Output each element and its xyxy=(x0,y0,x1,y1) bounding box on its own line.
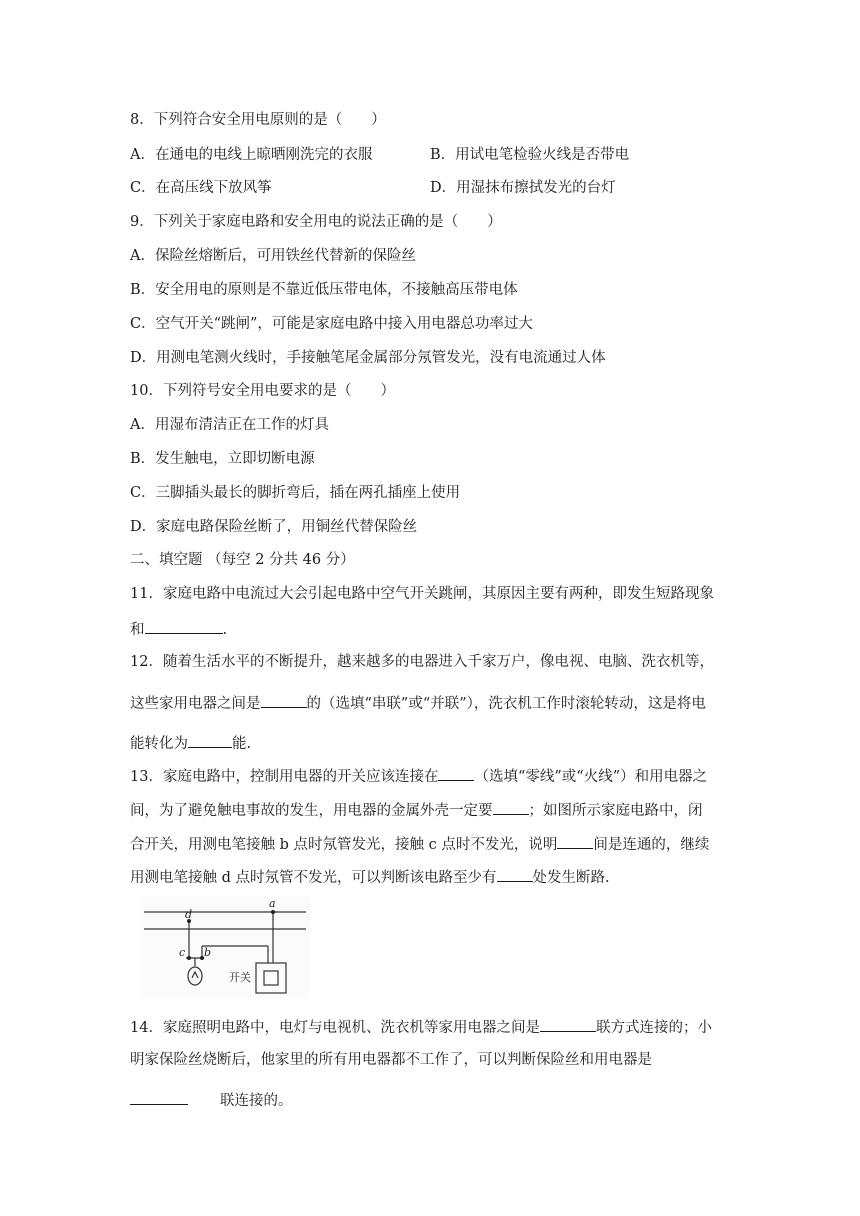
q12-answer-blank-2 xyxy=(188,732,232,748)
q12-answer-blank-1 xyxy=(261,692,307,708)
q10-option-c: C．三脚插头最长的脚折弯后，插在两孔插座上使用 xyxy=(130,485,461,501)
label-a: a xyxy=(269,897,276,910)
q14-line2: 明家保险丝烧断后，他家里的所有用电器都不工作了，可以判断保险丝和用电器是 xyxy=(130,1052,652,1068)
q9-option-d: D．用测电笔测火线时，手接触笔尾金属部分氖管发光，没有电流通过人体 xyxy=(130,350,606,366)
q13-line2 xyxy=(130,799,703,821)
switch-label: 开关 xyxy=(229,971,251,984)
q9-stem: 9．下列关于家庭电路和安全用电的说法正确的是（ ） xyxy=(130,214,502,230)
q10-option-b: B．发生触电，立即切断电源 xyxy=(130,451,315,467)
q13-line1-end: （选填“零线”或“火线”）和用电器之 xyxy=(474,769,708,785)
bulb-icon xyxy=(188,967,202,985)
q12-line2-text: 这些家用电器之间是 xyxy=(130,696,261,712)
q8-option-b: B．用试电笔检验火线是否带电 xyxy=(430,147,630,163)
q14-answer-blank-2 xyxy=(130,1089,188,1105)
q14-line1-end: 联方式连接的；小 xyxy=(595,1020,712,1036)
q14-line1 xyxy=(130,1016,712,1038)
q8-stem: 8．下列符合安全用电原则的是（ ） xyxy=(130,112,386,128)
circuit-diagram xyxy=(140,896,310,998)
q12-line2-end: 的（选填“串联”或“并联”），洗衣机工作时滚轮转动，这是将电 xyxy=(306,696,706,712)
q9-option-c: C．空气开关“跳闸”，可能是家庭电路中接入用电器总功率过大 xyxy=(130,316,533,332)
q11-answer-blank xyxy=(145,618,223,634)
q14-answer-blank-1 xyxy=(540,1016,596,1032)
q8-option-d: D．用湿抹布擦拭发光的台灯 xyxy=(430,180,616,196)
q11-line2 xyxy=(130,618,227,640)
label-d: d xyxy=(185,908,193,921)
q13-answer-blank-4 xyxy=(497,866,533,882)
switch-box xyxy=(256,963,286,993)
q13-line4-text: 用测电笔接触 d 点时氖管不发光，可以判断该电路至少有 xyxy=(130,870,497,886)
q13-line1 xyxy=(130,765,707,787)
q8-option-c: C．在高压线下放风筝 xyxy=(130,180,272,196)
q13-answer-blank-1 xyxy=(438,765,474,781)
q14-line1-text: 14．家庭照明电路中，电灯与电视机、洗衣机等家用电器之间是 xyxy=(130,1020,540,1036)
node-c xyxy=(187,956,191,960)
q12-line2 xyxy=(130,692,706,714)
q10-option-a: A．用湿布清洁正在工作的灯具 xyxy=(130,417,329,433)
q13-line3-end: 间是连通的，继续 xyxy=(593,837,710,853)
circuit-diagram-svg xyxy=(140,896,310,998)
q13-answer-blank-2 xyxy=(493,799,529,815)
q13-answer-blank-3 xyxy=(557,833,593,849)
label-b: b xyxy=(204,946,212,959)
q14-line3 xyxy=(130,1089,293,1111)
q14-line3-text: 联连接的。 xyxy=(220,1093,293,1109)
q13-line4 xyxy=(130,866,610,888)
q12-line3 xyxy=(130,732,251,754)
q13-line2-end: ；如图所示家庭电路中，闭 xyxy=(528,803,703,819)
q11-line1: 11．家庭电路中电流过大会引起电路中空气开关跳闸，其原因主要有两种，即发生短路现象 xyxy=(130,586,714,602)
section-heading-fill-in: 二、填空题 （每空 2 分共 46 分） xyxy=(130,552,355,568)
q10-stem: 10．下列符号安全用电要求的是（ ） xyxy=(130,383,395,399)
node-a xyxy=(271,910,275,914)
q12-line1: 12．随着生活水平的不断提升，越来越多的电器进入千家万户，像电视、电脑、洗衣机等， xyxy=(130,654,714,670)
switch-button-icon xyxy=(264,971,278,985)
filament-icon xyxy=(192,972,198,978)
q11-line2-text: 和 xyxy=(130,622,145,638)
q8-option-a: A．在通电的电线上晾晒刚洗完的衣服 xyxy=(130,147,373,163)
q13-line3-text: 合开关，用测电笔接触 b 点时氖管发光，接触 c 点时不发光，说明 xyxy=(130,837,558,853)
label-c: c xyxy=(179,946,186,959)
q12-line3-end: 能. xyxy=(232,736,252,752)
q9-option-b: B．安全用电的原则是不靠近低压带电体，不接触高压带电体 xyxy=(130,282,518,298)
q13-line2-text: 间，为了避免触电事故的发生，用电器的金属外壳一定要 xyxy=(130,803,493,819)
q10-option-d: D．家庭电路保险丝断了，用铜丝代替保险丝 xyxy=(130,519,418,535)
q11-line2-end: . xyxy=(222,622,228,638)
q13-line3 xyxy=(130,833,709,855)
q13-line1-text: 13．家庭电路中，控制用电器的开关应该连接在 xyxy=(130,769,439,785)
q9-option-a: A．保险丝熔断后，可用铁丝代替新的保险丝 xyxy=(130,248,416,264)
q12-line3-text: 能转化为 xyxy=(130,736,188,752)
q13-line4-end: 处发生断路. xyxy=(532,870,610,886)
